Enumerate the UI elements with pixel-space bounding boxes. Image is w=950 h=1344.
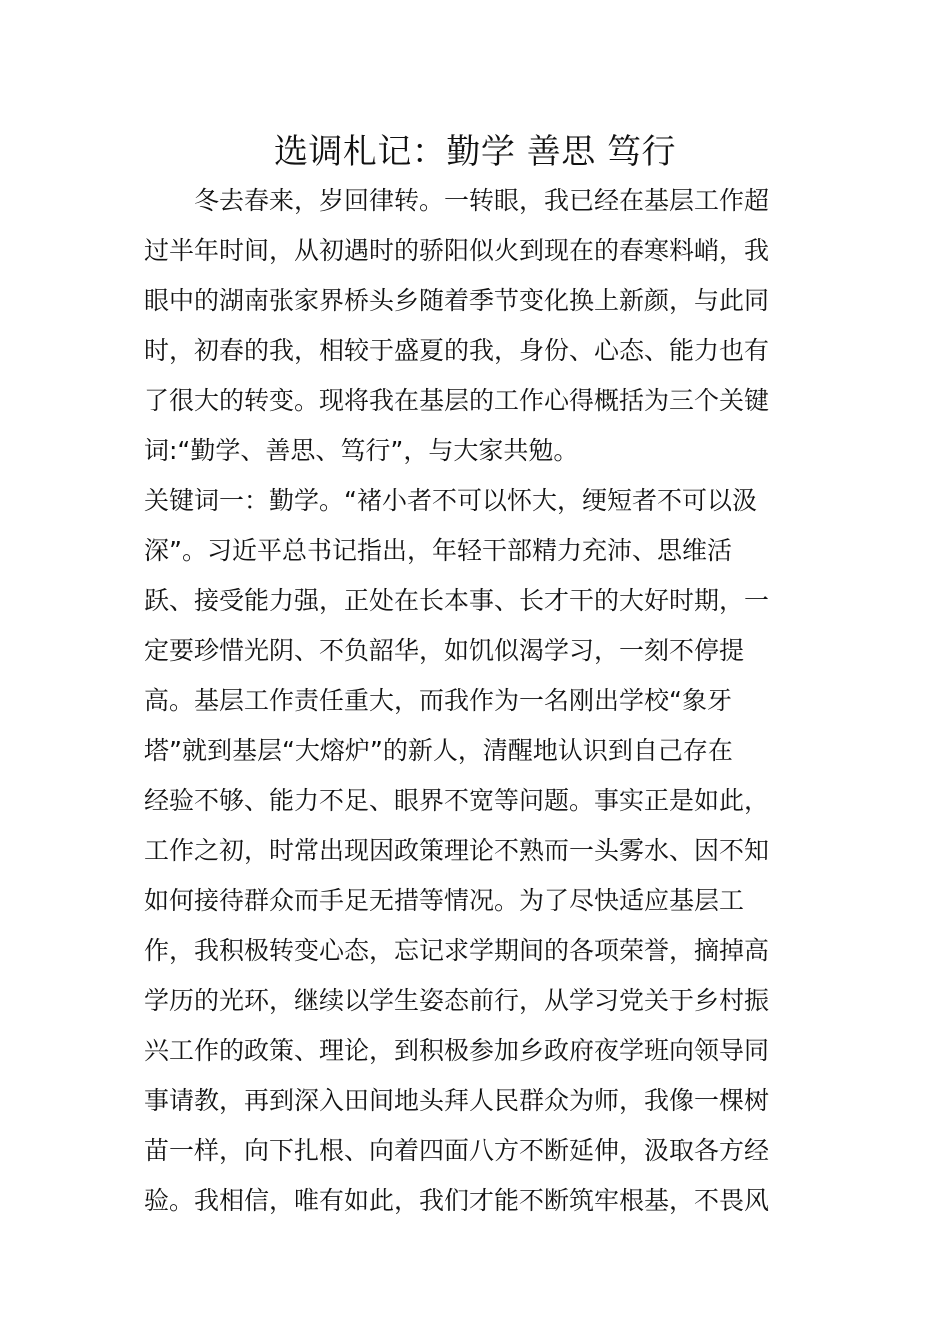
text-line: 工作之初，时常出现因政策理论不熟而一头雾水、因不知 bbox=[144, 836, 770, 865]
text-line: 高。基层工作责任重大，而我作为一名刚出学校“象牙 bbox=[144, 686, 732, 715]
text-line: 时，初春的我，相较于盛夏的我，身份、心态、能力也有 bbox=[144, 336, 770, 365]
text-line: 验。我相信，唯有如此，我们才能不断筑牢根基，不畏风 bbox=[144, 1186, 770, 1215]
text-line: 如何接待群众而手足无措等情况。为了尽快适应基层工 bbox=[144, 886, 745, 915]
text-line: 跃、接受能力强，正处在长本事、长才干的大好时期，一 bbox=[144, 586, 770, 615]
text-line: 定要珍惜光阴、不负韶华，如饥似渴学习，一刻不停提 bbox=[144, 636, 745, 665]
text-line: 深”。习近平总书记指出，年轻干部精力充沛、思维活 bbox=[144, 536, 732, 565]
text-line: 了很大的转变。现将我在基层的工作心得概括为三个关键 bbox=[144, 386, 770, 415]
text-line: 关键词一：勤学。“褚小者不可以怀大，绠短者不可以汲 bbox=[144, 486, 757, 515]
text-line: 塔”就到基层“大熔炉”的新人，清醒地认识到自己存在 bbox=[144, 736, 733, 765]
text-line: 苗一样，向下扎根、向着四面八方不断延伸，汲取各方经 bbox=[144, 1136, 770, 1165]
text-line: 过半年时间，从初遇时的骄阳似火到现在的春寒料峭，我 bbox=[144, 236, 770, 265]
text-line: 作，我积极转变心态，忘记求学期间的各项荣誉，摘掉高 bbox=[144, 936, 770, 965]
text-line: 兴工作的政策、理论，到积极参加乡政府夜学班向领导同 bbox=[144, 1036, 770, 1065]
text-line: 学历的光环，继续以学生姿态前行，从学习党关于乡村振 bbox=[144, 986, 770, 1015]
text-line: 经验不够、能力不足、眼界不宽等问题。事实正是如此， bbox=[144, 786, 770, 815]
text-line: 事请教，再到深入田间地头拜人民群众为师，我像一棵树 bbox=[144, 1086, 770, 1115]
document-body bbox=[144, 176, 812, 1226]
text-line: 冬去春来，岁回律转。一转眼，我已经在基层工作超 bbox=[144, 186, 770, 215]
text-line: 词:“勤学、善思、笃行”，与大家共勉。 bbox=[144, 436, 579, 465]
text-line: 眼中的湖南张家界桥头乡随着季节变化换上新颜，与此同 bbox=[144, 286, 770, 315]
document-title: 选调札记：勤学 善思 笃行 bbox=[273, 132, 677, 172]
